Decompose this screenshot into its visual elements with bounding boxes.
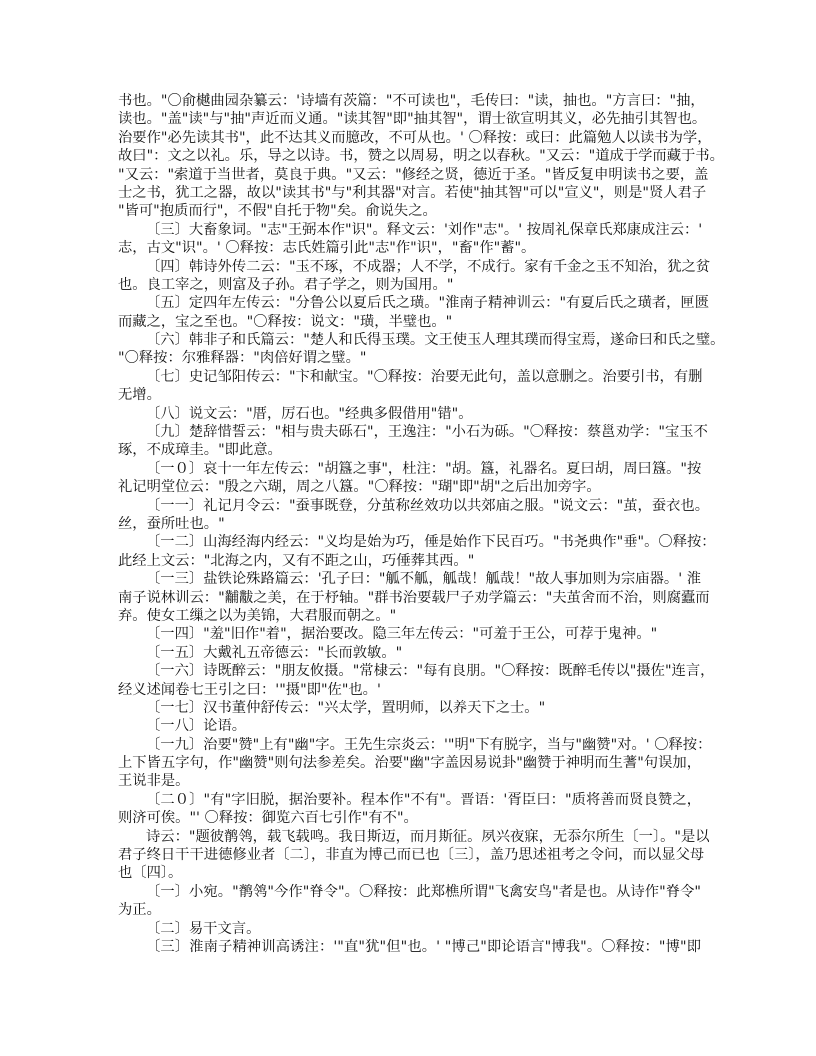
paragraph	[118, 644, 701, 662]
paragraph	[118, 883, 701, 920]
text-line: 〔一三〕盐铁论殊路篇云：'孔子曰："觚不觚，觚哉！觚哉！"故人事加则为宗庙器。' 淮	[146, 571, 701, 588]
text-line: 南子说林训云："黼黻之美，在于杼轴。"群书治要载尸子劝学篇云："夫茧舍而不治，则腐蠹而	[118, 589, 710, 606]
text-line: 则济可俟。"' 〇释按：御览六百七引作"有不"。	[118, 810, 418, 827]
document-page	[118, 92, 725, 956]
text-line: 琢，不成璋圭。"即此意。	[118, 442, 282, 459]
paragraph	[118, 497, 710, 534]
text-line: 〔一二〕山海经海内经云："义均是始为巧，倕是始作下民百巧。"书尧典作"垂"。〇释按：	[146, 534, 716, 551]
text-line: 〔三〕淮南子精神训高诱注：'"直"犹"但"也。' "博己"即论语言"博我"。〇释按："博"即	[146, 938, 701, 955]
paragraph	[118, 920, 701, 938]
text-line: 〔八〕说文云："厝，厉石也。"经典多假借用"错"。	[146, 405, 473, 422]
text-line: 上下皆五字句，作"幽赞"则句法参差矣。治要"幽"字盖因易说卦"幽赞于神明而生蓍"句误加，	[118, 755, 701, 772]
text-line: 〔六〕韩非子和氏篇云："楚人和氏得玉璞。文王使玉人理其璞而得宝焉，遂命曰和氏之璧。	[146, 332, 725, 349]
paragraph	[118, 221, 701, 258]
text-line: "皆可"抱质而行"，不假"自托于物"矣。俞说失之。	[118, 203, 437, 220]
paragraph	[118, 423, 708, 460]
paragraph	[118, 938, 701, 956]
paragraph	[118, 736, 712, 791]
text-line: 〔一八〕论语。	[146, 718, 247, 735]
text-line: 礼记明堂位云："殷之六瑚，周之八簋。"〇释按："瑚"即"胡"之后出加旁字。	[118, 479, 601, 496]
text-line: 〔一九〕治要"赞"上有"幽"字。王先生宗炎云：'"明"下有脱字，当与"幽赞"对。' 〇释按：	[146, 736, 712, 753]
text-line: 〔一〕小宛。"鹡鸰"今作"脊令"。〇释按：此郑樵所谓"飞禽安鸟"者是也。从诗作"脊令"	[146, 883, 701, 900]
text-line: 〔一六〕诗既醉云："朋友攸摄。"常棣云："每有良朋。"〇释按：既醉毛传以"摄佐"连言，	[146, 663, 715, 680]
text-line: 志，古文"识"。' 〇释按：志氏姓篇引此"志"作"识"，"畜"作"蓄"。	[118, 240, 536, 257]
paragraph	[118, 625, 701, 643]
text-line: 〔九〕楚辞惜誓云："相与贵夫砾石"，王逸注："小石为砾。"〇释按：蔡邕劝学："宝玉不	[146, 424, 708, 441]
text-line: 士之书，犹工之器，故以"读其书"与"利其器"对言。若使"抽其智"可以"宣义"，则是"贤人君子	[118, 184, 707, 201]
text-line: "又云："索道于当世者，莫良于典。"又云："修经之贤，德近于圣。"皆反复申明读书之要，盖	[118, 166, 709, 183]
paragraph	[118, 662, 715, 699]
text-line: "〇释按：尔雅释器："肉倍好谓之璧。"	[118, 350, 367, 367]
paragraph	[118, 405, 701, 423]
text-line: 为正。	[118, 902, 161, 919]
paragraph	[118, 699, 701, 717]
text-line: 故曰"：文之以礼。乐，导之以诗。书，赞之以周易，明之以春秋。"又云："道成于学而藏于书。	[118, 148, 724, 165]
paragraph	[118, 717, 701, 735]
text-line: 书也。"〇俞樾曲园杂纂云：'诗墙有茨篇："不可读也"，毛传曰："读，抽也。"方言曰："抽，	[118, 93, 705, 109]
text-line: 经义述闻卷七王引之曰：'"摄"即"佐"也。'	[118, 681, 381, 698]
text-line: 〔一五〕大戴礼五帝德云："长而敦敏。"	[146, 644, 403, 661]
text-line: 〔一０〕哀十一年左传云："胡簋之事"，杜注："胡。簋，礼器名。夏曰胡，周曰簋。"按	[146, 460, 702, 477]
text-line: 〔五〕定四年左传云："分鲁公以夏后氏之璜。"淮南子精神训云："有夏后氏之璜者，匣匮	[146, 295, 710, 312]
text-line: 丝，蚕所吐也。"	[118, 515, 225, 532]
paragraph	[118, 294, 710, 331]
text-line: 此经上文云："北海之内，又有不距之山，巧倕葬其西。"	[118, 552, 475, 569]
paragraph	[118, 460, 701, 497]
text-line: 〔一四〕"羞"旧作"着"，据治要改。隐三年左传云："可羞于王公，可荐于鬼神。"	[146, 626, 658, 643]
paragraph	[118, 533, 716, 570]
text-line: 〔七〕史记邹阳传云："卞和献宝。"〇释按：治要无此句，盖以意删之。治要引书，有删	[146, 368, 703, 385]
text-line: 〔二０〕"有"字旧脱，据治要补。程本作"不有"。晋语：'胥臣曰："质将善而贤良赞之，	[146, 791, 701, 808]
paragraph	[118, 258, 711, 295]
paragraph	[118, 92, 724, 221]
text-line: 王说非是。	[118, 773, 190, 790]
paragraph	[118, 791, 701, 828]
text-line: 〔一七〕汉书董仲舒传云："兴太学，置明师，以养天下之士。"	[146, 699, 546, 716]
text-line: 弃。使女工缫之以为美锦，大君服而朝之。"	[118, 607, 397, 624]
text-line: 〔三〕大畜象词。"志"王弼本作"识"。释文云：'刘作"志"。' 按周礼保章氏郑康成注云：'	[146, 221, 703, 238]
text-line: 〔二〕易干文言。	[146, 920, 261, 937]
paragraph	[118, 570, 710, 625]
text-line: 诗云："题彼鹡鸰，载飞载鸣。我日斯迈，而月斯征。夙兴夜寐，无忝尔所生〔一〕。"是以	[146, 828, 710, 845]
paragraph	[118, 331, 725, 368]
text-line: 而藏之，宝之至也。"〇释按：说文："璜，半璧也。"	[118, 313, 453, 330]
text-line: 〔四〕韩诗外传二云："玉不琢，不成器；人不学，不成行。家有千金之玉不知治，犹之贫	[146, 258, 711, 275]
text-line: 〔一一〕礼记月令云："蚕事既登，分茧称丝效功以共郊庙之服。"说文云："茧，蚕衣也。	[146, 497, 710, 514]
text-line: 君子终日干干进德修业者〔二〕，非直为博己而已也〔三〕，盖乃思述祖考之令问，而以显父母	[118, 847, 705, 864]
text-line: 也。良工宰之，则富及子孙。君子学之，则为国用。"	[118, 276, 454, 293]
text-line: 无增。	[118, 387, 161, 404]
paragraph	[118, 828, 710, 883]
text-line: 也〔四〕。	[118, 865, 183, 882]
text-line: 治要作"必先读其书"，此不达其义而臆改，不可从也。' 〇释按：或曰：此篇勉人以读书为学，	[118, 129, 712, 146]
text-line: 读也。"盖"读"与"抽"声近而义通。"读其智"即"抽其智"，谓士欲宣明其义，必先抽引其智也。	[118, 111, 707, 128]
paragraph	[118, 368, 701, 405]
